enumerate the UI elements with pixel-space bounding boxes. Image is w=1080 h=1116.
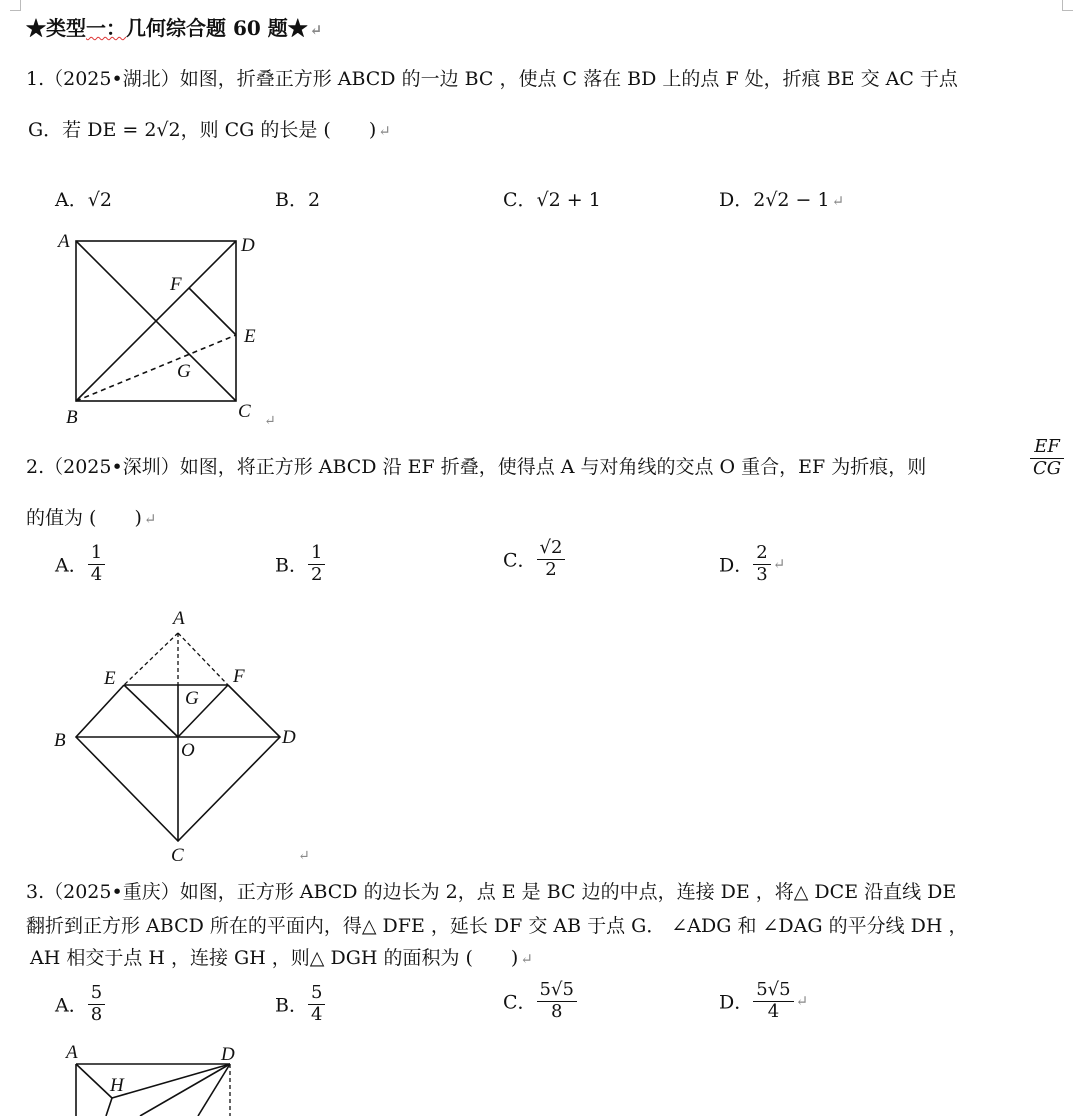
q3-line1: 3.（2025•重庆）如图，正方形 ABCD 的边长为 2，点 E 是 BC 边的中点，连接 DE ，将△ DCE 沿直线 DE (26, 881, 957, 903)
return-mark-icon: ↵ (298, 848, 310, 864)
q2-option-b (275, 543, 325, 585)
q2-frac-denominator: CG (1033, 457, 1062, 479)
option-text: 2 (307, 189, 321, 211)
q3-line3 (30, 943, 533, 970)
q3-bisector-ah (76, 1064, 112, 1098)
q1-label-c: C (238, 401, 251, 422)
q2-label-c: C (171, 845, 184, 866)
q3-label-a: A (66, 1042, 78, 1063)
option-label: B． (275, 994, 308, 1017)
q1-label-d: D (241, 235, 255, 256)
page-corner-mark-right (1062, 0, 1073, 11)
q3-segment-hg (106, 1098, 112, 1116)
q2-option-a (55, 543, 105, 585)
q1-line1: 1.（2025•湖北）如图，折叠正方形 ABCD 的一边 BC ，使点 C 落在 BD 上的点 F 处，折痕 BE 交 AC 于点 (26, 68, 958, 90)
q2-fraction (1030, 437, 1064, 479)
q1-label-e: E (244, 326, 256, 347)
q2-segment-eo (124, 685, 178, 737)
q3-option-c (503, 980, 577, 1022)
return-mark-icon: ↵ (264, 413, 276, 429)
option-numerator: 5√5 (753, 980, 793, 1002)
q3-label-d: D (221, 1044, 235, 1065)
q3-segment-dg (140, 1064, 230, 1116)
q2-label-a: A (173, 608, 185, 629)
q1-option-c (503, 185, 601, 212)
heading-suffix: 几何综合题 60 题★ (126, 16, 308, 40)
option-denominator: 3 (756, 563, 768, 585)
q3-figure (40, 1036, 270, 1116)
q1-label-b: B (66, 407, 78, 428)
q1-label-f: F (170, 274, 182, 295)
return-mark-icon: ↵ (520, 950, 533, 968)
q1-line2 (28, 115, 391, 142)
option-label: C． (503, 549, 537, 572)
q2-label-o: O (181, 740, 195, 761)
q3-option-a (55, 983, 105, 1025)
option-numerator: 1 (88, 543, 105, 565)
option-label: C． (503, 189, 537, 211)
option-denominator: 8 (90, 1003, 103, 1025)
option-numerator: 1 (308, 543, 325, 565)
return-mark-icon: ↵ (309, 21, 323, 39)
q3-line2: 翻折到正方形 ABCD 所在的平面内，得△ DFE ，延长 DF 交 AB 于点 G． ∠ADG 和 ∠DAG 的平分线 DH ， (26, 915, 968, 937)
q2-dashed-af (178, 633, 228, 685)
option-label: B． (275, 554, 308, 577)
option-numerator: 2 (753, 543, 770, 565)
option-label: D． (719, 991, 754, 1014)
q2-label-d: D (282, 727, 296, 748)
q2-figure (40, 600, 340, 870)
q1-segment-fe (189, 288, 236, 335)
option-numerator: 5 (88, 983, 105, 1005)
q2-dashed-ae (124, 633, 178, 685)
q3-line3-text: AH 相交于点 H ，连接 GH ，则△ DGH 的面积为 ( ) (30, 947, 519, 969)
option-text: √2 (87, 189, 112, 211)
option-label: A． (55, 994, 88, 1017)
return-mark-icon: ↵ (378, 122, 391, 140)
q1-option-a (55, 185, 112, 212)
q2-label-b: B (54, 730, 66, 751)
q3-label-h: H (110, 1075, 124, 1096)
q1-option-b (275, 185, 320, 212)
option-label: B． (275, 189, 308, 211)
q2-label-e: E (104, 668, 116, 689)
heading-prefix: ★类型 (26, 16, 86, 40)
option-numerator: 5 (308, 983, 325, 1005)
option-denominator: 2 (310, 563, 323, 585)
q1-figure (40, 225, 300, 435)
return-mark-icon: ↵ (831, 192, 845, 210)
q3-option-b (275, 983, 325, 1025)
q1-line2-text: G．若 DE = 2√2，则 CG 的长是 ( ) (28, 119, 377, 141)
return-mark-icon: ↵ (143, 510, 157, 528)
option-label: C． (503, 991, 537, 1014)
option-denominator: 8 (551, 1000, 563, 1022)
option-denominator: 4 (90, 563, 103, 585)
option-text: √2 + 1 (536, 189, 601, 211)
option-label: D． (719, 189, 754, 211)
heading-wavy-part: 一： (86, 16, 126, 40)
q2-label-f: F (233, 666, 245, 687)
q2-line2 (26, 503, 156, 530)
option-numerator: √2 (537, 538, 566, 560)
return-mark-icon: ↵ (772, 555, 786, 574)
q2-label-g: G (185, 688, 199, 709)
option-text: 2√2 − 1 (753, 189, 830, 211)
return-mark-icon: ↵ (795, 992, 809, 1011)
q1-fold-be (76, 335, 236, 401)
q2-line2-text: 的值为 ( ) (26, 507, 142, 529)
option-label: A． (55, 554, 88, 577)
option-denominator: 2 (545, 558, 557, 580)
q2-line1: 2.（2025•深圳）如图，将正方形 ABCD 沿 EF 折叠，使得点 A 与对角线的交点 O 重合，EF 为折痕，则 (26, 456, 927, 478)
option-denominator: 4 (310, 1003, 323, 1025)
page-corner-mark-left (10, 0, 21, 11)
q1-option-d (719, 185, 844, 212)
option-label: A． (55, 189, 88, 211)
option-numerator: 5√5 (537, 980, 577, 1002)
q1-label-a: A (58, 231, 70, 252)
q2-frac-numerator: EF (1030, 437, 1064, 459)
q3-option-d (719, 980, 808, 1022)
option-label: D． (719, 554, 754, 577)
q2-option-d (719, 543, 785, 585)
section-heading (26, 12, 322, 41)
q1-label-g: G (177, 361, 191, 382)
q2-option-c (503, 538, 565, 580)
option-denominator: 4 (767, 1000, 780, 1022)
